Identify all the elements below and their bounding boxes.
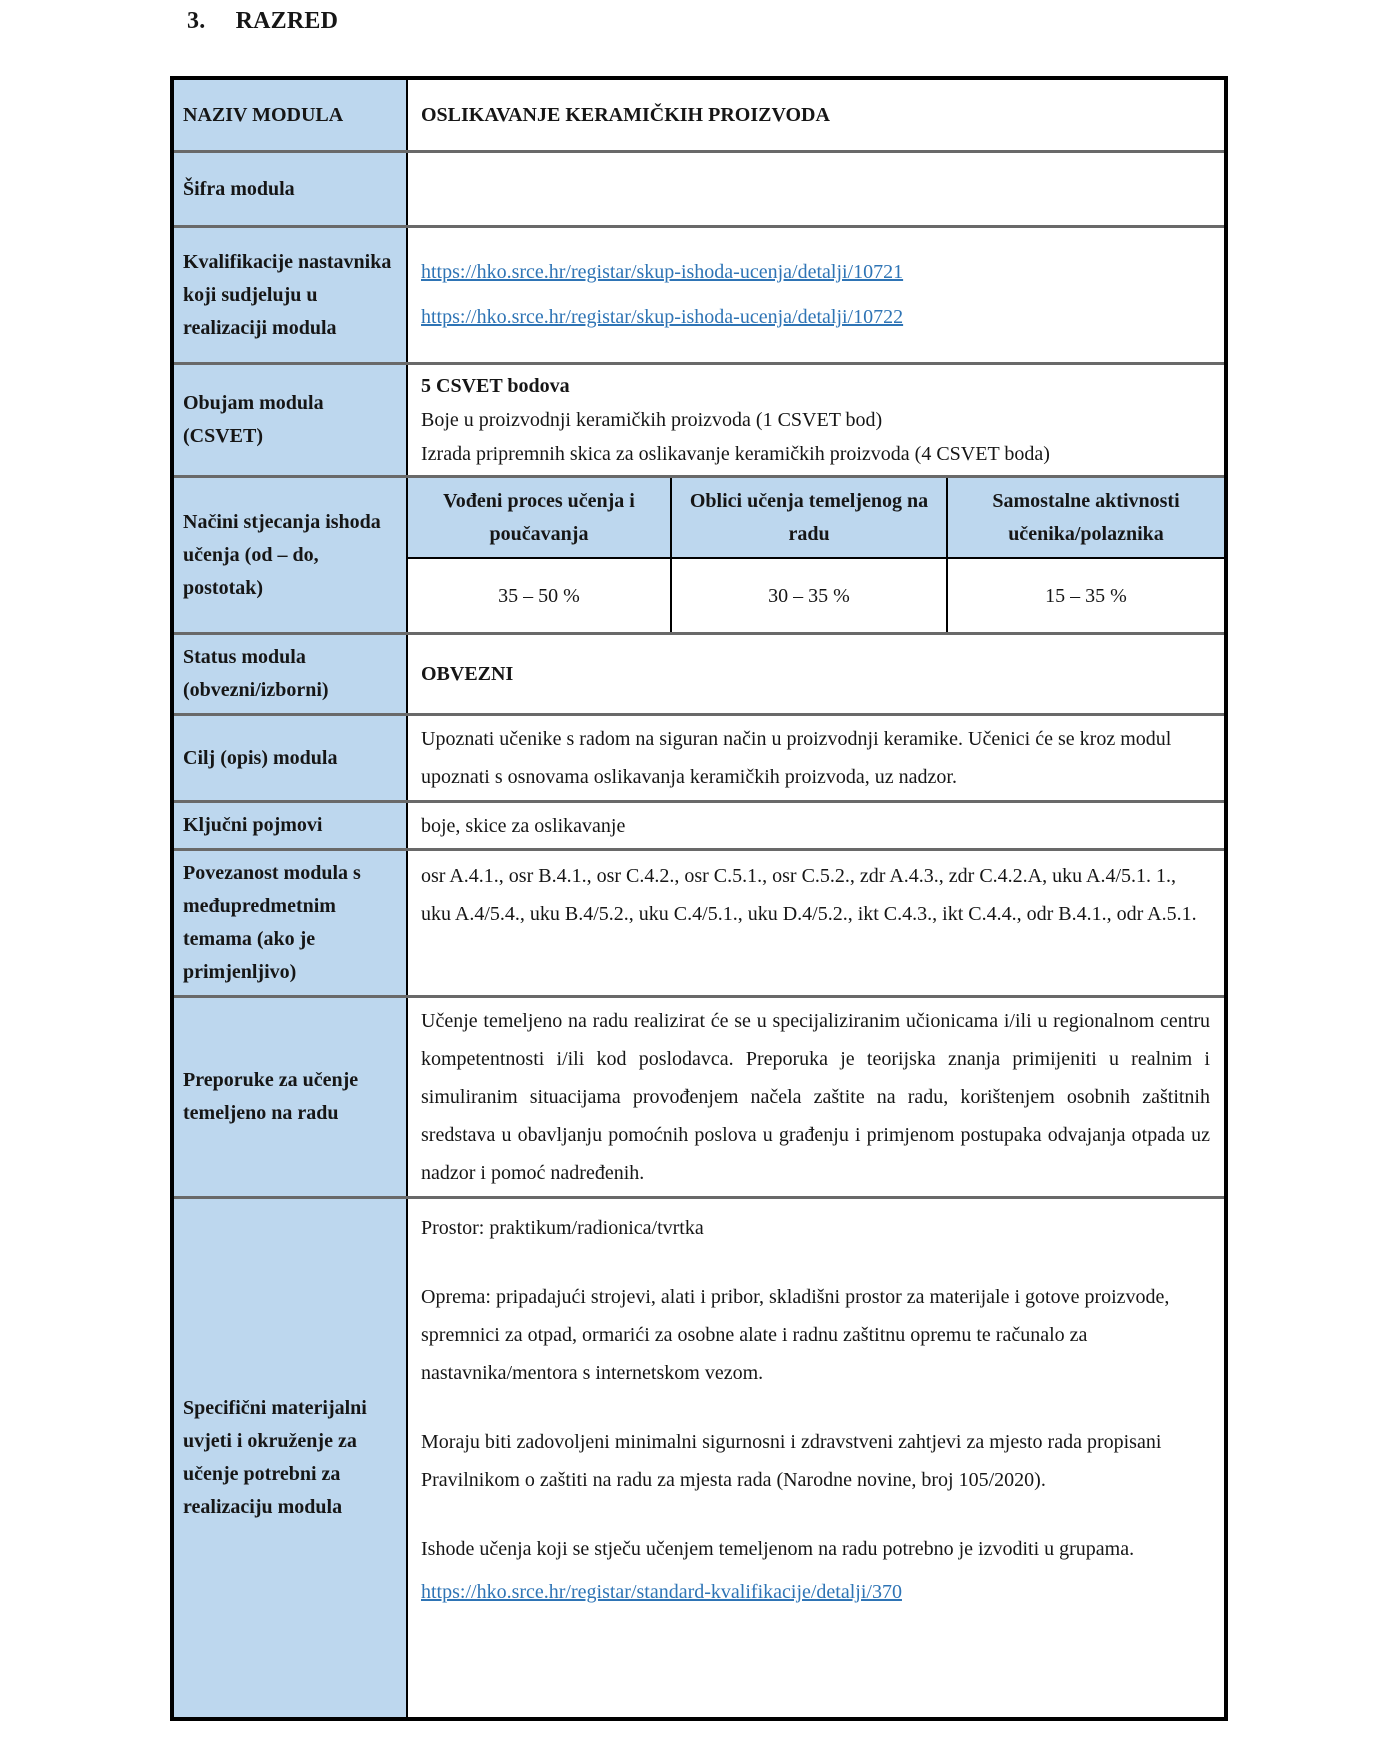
learning-modes-grid: [408, 478, 1224, 632]
work-based-learning-cell: [408, 998, 1224, 1196]
row-preporuke: [174, 995, 1224, 1196]
specific-conditions-cell: [408, 1199, 1224, 1717]
row-label: Preporuke za učenje temeljeno na radu: [174, 998, 408, 1196]
row-label: Specifični materijalni uvjeti i okruženje za učenje potrebni za realizaciju modula: [174, 1199, 408, 1717]
csvet-content: [408, 365, 1224, 475]
qualification-links: [408, 228, 1224, 362]
row-label: Načini stjecanja ishoda učenja (od – do, postotak): [174, 478, 408, 632]
row-sifra-modula: [174, 150, 1224, 225]
work-based-learning-text: Učenje temeljeno na radu realizirat će se u specijaliziranim učionicama i/ili u regionalnom centru kompetentnosti i/ili kod poslodavca. Preporuka je teorijska znanja primijeniti u realnim i simuliranim situacijama provođenjem načela zaštite na radu, korištenjem osobnih zaštitnih sredstava u obavljanju pomoćnih poslova u građenju i primjenom postupaka odvajanja otpada uz nadzor i pomoć nadređenih.: [421, 1010, 1210, 1184]
learning-modes-subtable: [408, 478, 1224, 632]
row-obujam-modula: [174, 362, 1224, 475]
subtable-header-guided: Vođeni proces učenja i poučavanja: [408, 478, 670, 559]
row-label: Ključni pojmovi: [174, 803, 408, 848]
key-terms: boje, skice za oslikavanje: [421, 814, 626, 837]
csvet-line-2: Boje u proizvodnji keramičkih proizvoda (1 CSVET bod): [421, 409, 883, 431]
conditions-equipment: Oprema: pripadajući strojevi, alati i pribor, skladišni prostor za materijale i gotove proizvode, spremnici za otpad, ormarići za osobne alate i radnu zaštitnu opremu te računalo za nastavnika/mentora s internetskom vezom.: [421, 1286, 1170, 1384]
row-kljucni-pojmovi: [174, 800, 1224, 848]
row-cilj-modula: [174, 713, 1224, 800]
row-label: Šifra modula: [174, 153, 408, 225]
cross-curricular-codes: osr A.4.1., osr B.4.1., osr C.4.2., osr C.5.1., osr C.5.2., zdr A.4.3., zdr C.4.2.A, uku A.4/5.1. 1., uku A.4/5.4., uku B.4/5.2., uku C.4/5.1., uku D.4/5.2., ikt C.4.3., ikt C.4.4., odr B.4.1., odr A.5.1.: [421, 865, 1197, 925]
subtable-value-independent: 15 – 35 %: [946, 559, 1224, 632]
row-povezanost: [174, 848, 1224, 995]
row-label: NAZIV MODULA: [174, 80, 408, 150]
page-title: [187, 8, 338, 35]
module-code: [408, 153, 1224, 225]
csvet-points: 5 CSVET bodova: [421, 375, 570, 397]
row-label: Cilj (opis) modula: [174, 716, 408, 800]
conditions-groups: Ishode učenja koji se stječu učenjem temeljenom na radu potrebno je izvoditi u grupama.: [421, 1538, 1135, 1560]
subtable-value-work-based: 30 – 35 %: [670, 559, 946, 632]
conditions-safety: Moraju biti zadovoljeni minimalni sigurnosni i zdravstveni zahtjevi za mjesto rada propisani Pravilnikom o zaštiti na radu za mjesta rada (Narodne novine, broj 105/2020).: [421, 1431, 1162, 1491]
module-name: OSLIKAVANJE KERAMIČKIH PROIZVODA: [421, 104, 830, 126]
row-nacini-stjecanja: [174, 475, 1224, 632]
qualification-link-2[interactable]: https://hko.srce.hr/registar/skup-ishoda-ucenja/detalji/10722: [421, 306, 904, 328]
row-specificni-uvjeti: [174, 1196, 1224, 1717]
row-label: Povezanost modula s međupredmetnim temama (ako je primjenljivo): [174, 851, 408, 995]
qualification-standard-link[interactable]: https://hko.srce.hr/registar/standard-kvalifikacije/detalji/370: [421, 1581, 902, 1603]
row-naziv-modula: [174, 80, 1224, 150]
row-label: Obujam modula (CSVET): [174, 365, 408, 475]
module-goal: Upoznati učenike s radom na siguran način u proizvodnji keramike. Učenici će se kroz modul upoznati s osnovama oslikavanja keramičkih proizvoda, uz nadzor.: [421, 728, 1172, 788]
row-label: Kvalifikacije nastavnika koji sudjeluju u realizaciji modula: [174, 228, 408, 362]
conditions-space: Prostor: praktikum/radionica/tvrtka: [421, 1217, 704, 1239]
csvet-line-3: Izrada pripremnih skica za oslikavanje keramičkih proizvoda (4 CSVET boda): [421, 443, 1050, 465]
qualification-link-1[interactable]: https://hko.srce.hr/registar/skup-ishoda-ucenja/detalji/10721: [421, 261, 904, 283]
row-label: Status modula (obvezni/izborni): [174, 635, 408, 713]
subtable-header-work-based: Oblici učenja temeljenog na radu: [670, 478, 946, 559]
row-status-modula: [174, 632, 1224, 713]
subtable-value-guided: 35 – 50 %: [498, 584, 580, 607]
page-title-text: RAZRED: [235, 8, 339, 34]
row-kvalifikacije: [174, 225, 1224, 362]
module-goal-cell: [408, 716, 1224, 800]
subtable-header-independent: Samostalne aktivnosti učenika/polaznika: [946, 478, 1224, 559]
page-title-number: 3.: [187, 8, 206, 34]
module-status: OBVEZNI: [421, 663, 514, 685]
module-spec-table: [170, 76, 1228, 1721]
cross-curricular-cell: [408, 851, 1224, 995]
